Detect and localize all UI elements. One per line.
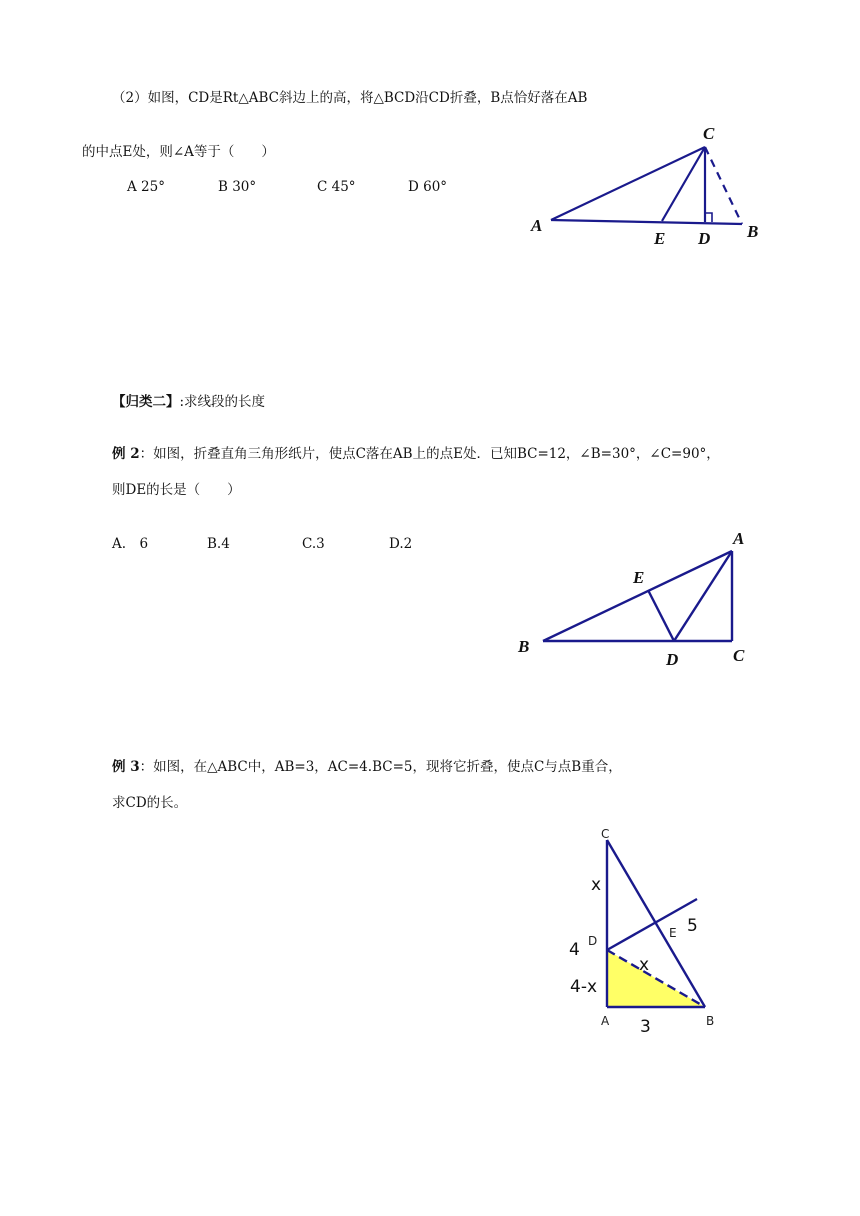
section2-title bbox=[112, 396, 265, 410]
q2-segment-ac bbox=[551, 147, 705, 220]
ex3-label-4-minus-x: 4-x bbox=[570, 977, 598, 997]
ex2-line1-text: ：如图，折叠直角三角形纸片，使点C落在AB上的点E处．已知BC=12，∠B=30°，∠C=90°， bbox=[139, 446, 720, 462]
ex3-label-5: 5 bbox=[687, 916, 698, 936]
ex3-line1 bbox=[112, 761, 622, 775]
q2-option-d: D 60° bbox=[408, 179, 448, 195]
ex2-figure bbox=[510, 525, 780, 675]
ex3-label-c: C bbox=[601, 827, 610, 841]
ex2-option-a: A. 6 bbox=[112, 536, 149, 552]
ex3-label-x-diag: x bbox=[639, 955, 650, 975]
q2-label-b: B bbox=[747, 222, 759, 241]
q2-label-a: A bbox=[531, 216, 543, 235]
ex3-label: 例 3 bbox=[112, 759, 140, 775]
ex2-label-e: E bbox=[633, 568, 645, 587]
ex3-label-x-top: x bbox=[591, 875, 602, 895]
ex2-label-d: D bbox=[666, 650, 679, 669]
ex2-line2: 则DE的长是（ ） bbox=[112, 482, 241, 498]
q2-line1: （2）如图，CD是Rt△ABC斜边上的高，将△BCD沿CD折叠，B点恰好落在AB bbox=[112, 90, 588, 106]
q2-figure bbox=[520, 115, 790, 250]
ex2-line1 bbox=[112, 448, 720, 462]
ex3-fold-line-de bbox=[607, 899, 697, 950]
ex3-label-4: 4 bbox=[569, 940, 580, 960]
ex3-label-a: A bbox=[601, 1014, 610, 1028]
ex2-option-c: C.3 bbox=[302, 536, 325, 552]
ex2-label-b: B bbox=[518, 637, 530, 656]
ex3-label-e: E bbox=[669, 926, 677, 940]
section2-title-bracket: 【归类二】 bbox=[112, 394, 180, 410]
ex3-label-b: B bbox=[706, 1014, 715, 1028]
ex3-label-d: D bbox=[588, 934, 598, 948]
q2-option-a: A 25° bbox=[127, 179, 165, 195]
q2-option-b: B 30° bbox=[218, 179, 257, 195]
ex3-label-3: 3 bbox=[640, 1017, 651, 1037]
q2-label-d: D bbox=[698, 229, 711, 248]
ex2-label-a: A bbox=[733, 529, 745, 548]
q2-option-c: C 45° bbox=[317, 179, 356, 195]
q2-label-e: E bbox=[654, 229, 666, 248]
q2-segment-ab bbox=[551, 220, 742, 224]
section2-title-rest: :求线段的长度 bbox=[179, 394, 266, 410]
ex2-label-c: C bbox=[733, 646, 745, 665]
ex2-option-b: B.4 bbox=[207, 536, 230, 552]
ex3-line1-text: ：如图，在△ABC中，AB=3，AC=4.BC=5，现将它折叠，使点C与点B重合， bbox=[139, 759, 622, 775]
q2-line2: 的中点E处，则∠A等于（ ） bbox=[82, 144, 275, 160]
ex2-segment-ed bbox=[648, 590, 674, 641]
ex3-line2: 求CD的长。 bbox=[112, 795, 188, 811]
ex2-label: 例 2 bbox=[112, 446, 140, 462]
q2-label-c: C bbox=[703, 124, 715, 143]
ex3-figure bbox=[560, 822, 730, 1037]
ex2-option-d: D.2 bbox=[389, 536, 413, 552]
